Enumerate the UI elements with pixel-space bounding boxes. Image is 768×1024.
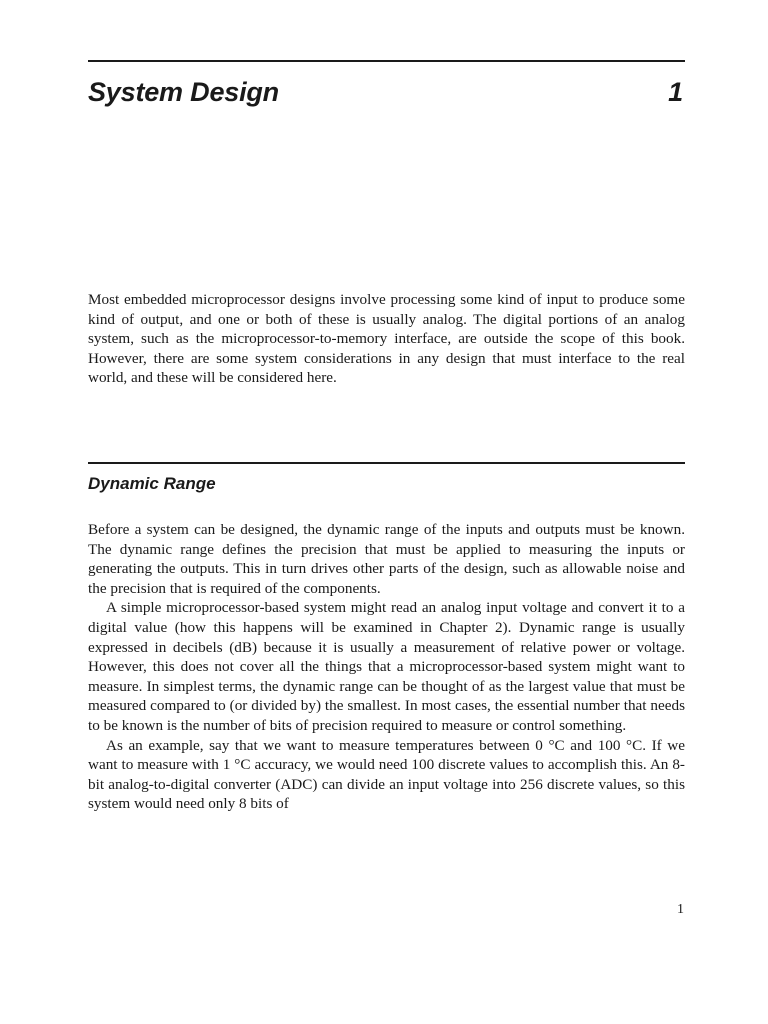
page-number: 1 <box>677 902 684 917</box>
chapter-heading <box>88 72 685 112</box>
paragraph: Before a system can be designed, the dynamic range of the inputs and outputs must be known. The dynamic range defines the precision that must be applied to measuring the inputs or generating the outputs. This in turn drives other parts of the design, such as allowable noise and the precision that is required of the components. <box>88 521 685 597</box>
chapter-title: System Design <box>88 76 279 107</box>
intro-paragraph: Most embedded microprocessor designs involve processing some kind of input to produce some kind of output, and one or both of these is usually analog. The digital portions of an analog system, such as the microprocessor-to-memory interface, are outside the scope of this book. However, there are some system considerations in any design that must interface to the real world, and these will be considered here. <box>88 291 685 387</box>
paragraph: As an example, say that we want to measure temperatures between 0 °C and 100 °C. If we want to measure with 1 °C accuracy, we would need 100 discrete values to accomplish this. An 8-bit analog-to-digital converter (ADC) can divide an input voltage into 256 discrete values, so this system would need only 8 bits of <box>88 736 685 813</box>
section-body <box>88 520 685 814</box>
top-rule <box>88 60 685 62</box>
section-title: Dynamic Range <box>88 474 216 493</box>
chapter-number: 1 <box>668 76 683 107</box>
paragraph: A simple microprocessor-based system might read an analog input voltage and convert it to a digital value (how this happens will be examined in Chapter 2). Dynamic range is usually expressed in decibels (dB) because it is usually a measurement of relative power or voltage. However, this does not cover all the things that a microprocessor-based system might want to measure. In simplest terms, the dynamic range can be thought of as the largest value that must be measured compared to (or divided by) the smallest. In most cases, the essential number that needs to be known is the number of bits of precision required to measure or control something. <box>88 599 685 734</box>
section-rule <box>88 462 685 464</box>
